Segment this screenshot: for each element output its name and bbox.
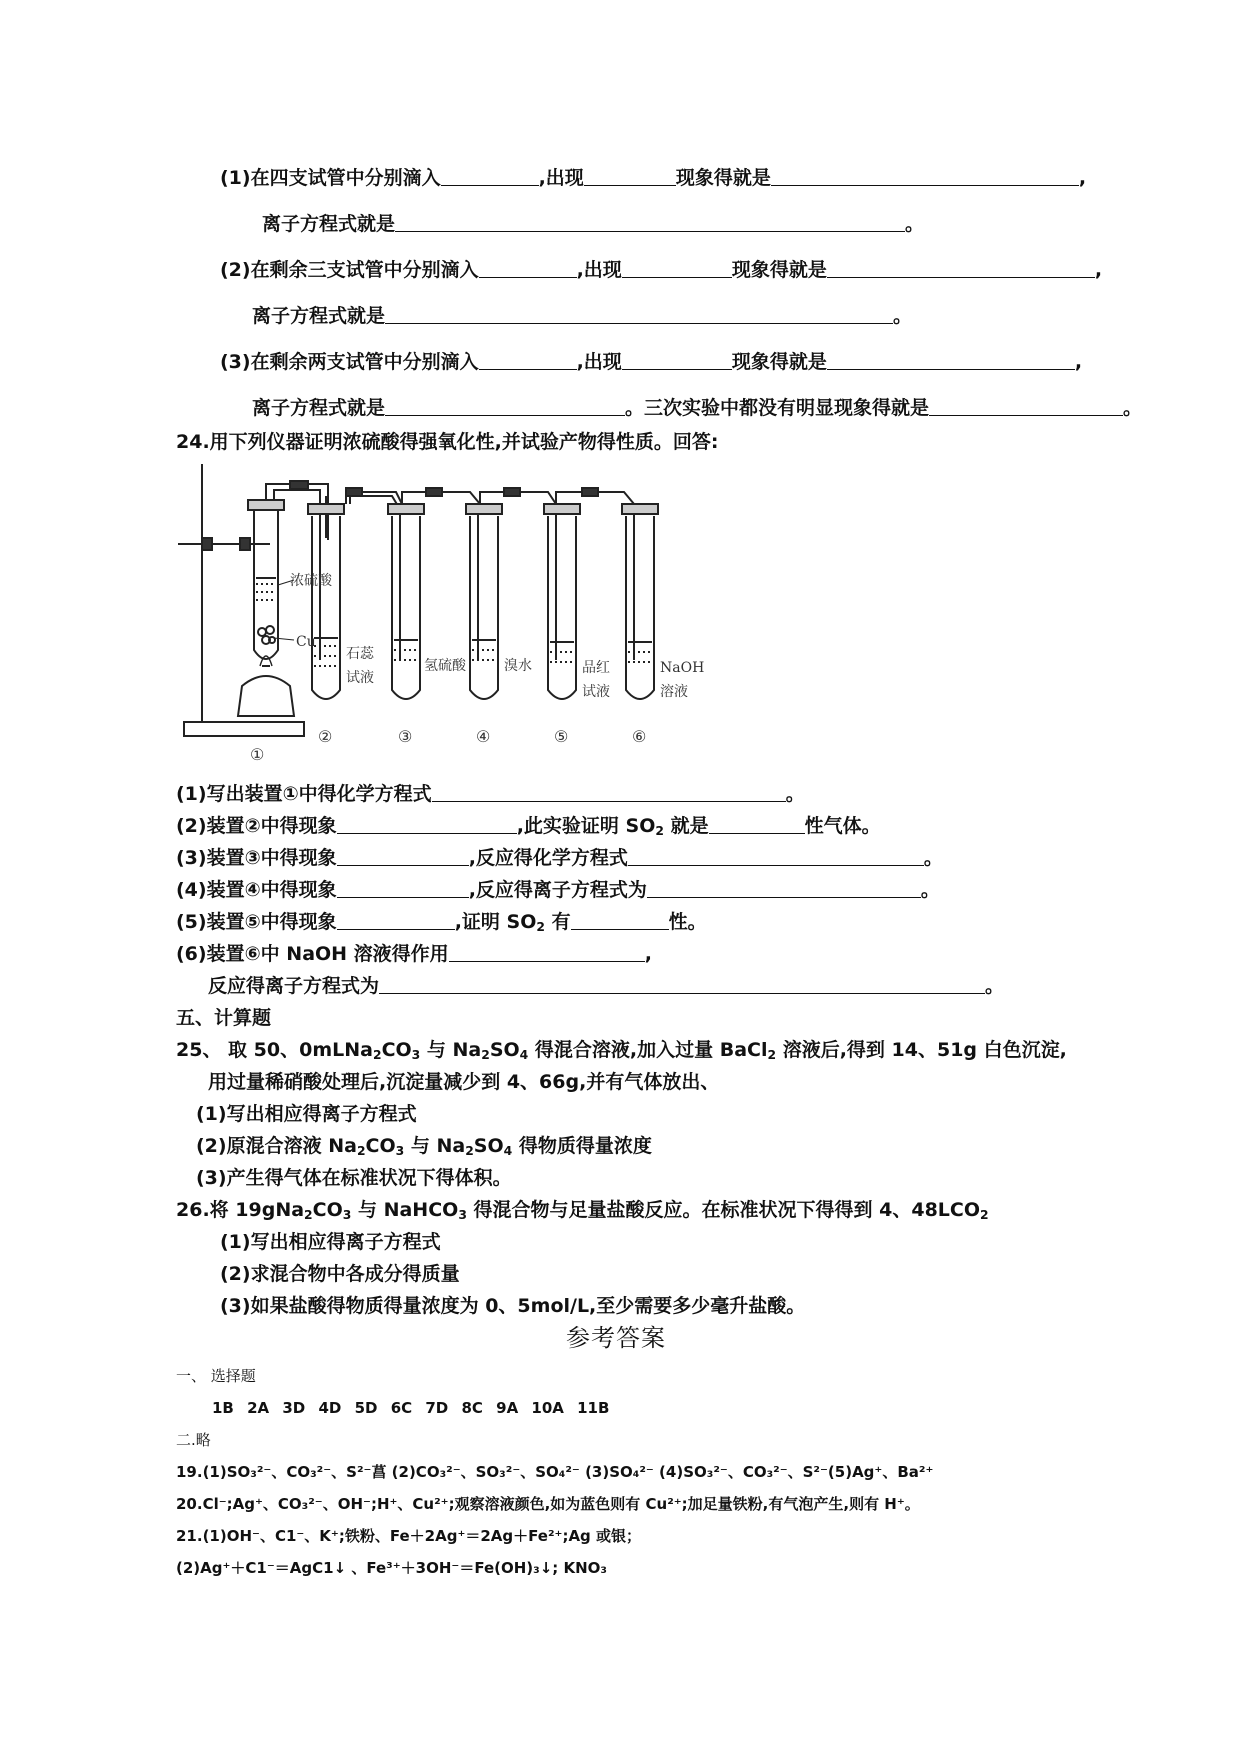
answer-blank[interactable] [432,783,786,802]
q23-ion1 [262,212,924,236]
q24-a3 [176,846,943,870]
answer-blank[interactable] [479,259,577,278]
q23-part3 [220,350,1082,374]
label-cu: Cu [296,634,316,650]
text: ,此实验证明 SO [516,815,656,837]
q25-s3: (3)产生得气体在标准状况下得体积。 [196,1167,512,1189]
answer-blank[interactable] [622,351,732,370]
text: 现象得就是 [675,167,771,189]
answers-sec2: 二.略 [176,1431,211,1449]
text: ,出现 [538,167,584,189]
text: 。 [923,847,943,869]
q24-a6b [208,974,1004,998]
answer-blank[interactable] [827,259,1095,278]
text: (4)装置④中得现象 [176,879,337,901]
text: (2)装置②中得现象 [176,815,337,837]
label-naoh-2: 溶液 [660,684,688,700]
text: SO [473,1135,504,1157]
answer-blank[interactable] [628,847,924,866]
q25-line1: 25、 取 50、$0mLNa_2CO_3$ 与 $Na_2SO_4$ 得混合溶液,加入过量 BaCl$_2$ 溶液后,得到 14、51g 白色沉淀, [176,1039,1067,1063]
text: 得混合溶液,加入过量 BaCl [534,1039,768,1061]
text: 。 [985,975,1005,997]
q23-part1 [220,166,1086,190]
num-4: ④ [476,727,491,746]
answer-blank[interactable] [441,167,539,186]
text: CO [365,1135,396,1157]
text: 与 Na [426,1039,482,1061]
q23-ion2 [252,304,912,328]
text: 。 [785,783,805,805]
text: 性气体。 [804,815,881,837]
text: 溶液后,得到 14、51g 白色沉淀, [782,1039,1067,1061]
text: ,出现 [576,259,622,281]
answer-20: 20.Cl⁻;Ag⁺、CO₃²⁻、OH⁻;H⁺、Cu²⁺;观察溶液颜色,如为蓝色则有 Cu²⁺;加足量铁粉,有气泡产生,则有 H⁺。 [176,1495,920,1513]
label-litmus: 石蕊 [346,646,374,662]
answer-blank[interactable] [385,305,893,324]
text: , [1078,167,1087,189]
q23-part2 [220,258,1102,282]
test-tube-3 [388,504,424,699]
text: (2)原混合溶液 Na [196,1135,357,1157]
text: 性。 [668,911,707,933]
q24-a6 [176,942,652,966]
answer-21-part2: (2)Ag⁺＋C1⁻＝AgC1↓ 、Fe³⁺＋3OH⁻＝Fe(OH)₃↓; KNO₃ [176,1559,608,1577]
answer-blank[interactable] [379,975,985,994]
q26-s2: (2)求混合物中各成分得质量 [220,1263,460,1285]
apparatus-figure [170,460,760,770]
text: (6)装置⑥中 NaOH 溶液得作用 [176,943,449,965]
label-naoh: NaOH [660,660,705,676]
answer-blank[interactable] [449,943,645,962]
test-tube-6 [622,504,658,699]
text: 有 [551,911,571,933]
answer-blank[interactable] [385,397,625,416]
text: (3)在剩余两支试管中分别滴入 [220,351,479,373]
q25-s2: (2)原混合溶液 $Na_2CO_3$ 与 $Na_2SO_4$ 得物质得量浓度 [196,1135,652,1159]
text: 25、 取 50、0mLNa [176,1039,373,1061]
label-conc-acid: 浓硫酸 [290,573,332,589]
answer-blank[interactable] [395,213,905,232]
num-2: ② [318,727,333,746]
answer-blank[interactable] [584,167,676,186]
q25-s1: (1)写出相应得离子方程式 [196,1103,417,1125]
text: CO [312,1199,343,1221]
stopper [248,500,284,510]
text: , [1094,259,1103,281]
label-bromine: 溴水 [504,658,532,674]
q23-p1-text: (1)在四支试管中分别滴入 [220,167,441,189]
label-fuchsin-2: 试液 [582,684,610,700]
text: 得混合物与足量盐酸反应。在标准状况下得得到 4、48LCO [473,1199,981,1221]
num-6: ⑥ [632,727,647,746]
q23-ion3 [252,396,1142,420]
answer-blank[interactable] [622,259,732,278]
text: CO [381,1039,412,1061]
q26-s1: (1)写出相应得离子方程式 [220,1231,441,1253]
q26-s3: (3)如果盐酸得物质得量浓度为 0、5mol/L,至少需要多少毫升盐酸。 [220,1295,806,1317]
text: ,证明 SO [454,911,537,933]
text: 反应得离子方程式为 [208,975,380,997]
answer-blank[interactable] [647,879,921,898]
text: (1)写出装置①中得化学方程式 [176,783,432,805]
num-1: ① [250,745,265,764]
q25-line2: 用过量稀硝酸处理后,沉淀量减少到 4、66g,并有气体放出、 [208,1071,720,1093]
text: 。 [905,213,925,235]
text: 离子方程式就是 [262,213,396,235]
text: (3)装置③中得现象 [176,847,337,869]
text: ,反应得离子方程式为 [468,879,647,901]
label-litmus-2: 试液 [346,670,374,686]
answer-blank[interactable] [337,911,455,930]
text: 。三次实验中都没有明显现象得就是 [625,397,930,419]
text: 现象得就是 [731,351,827,373]
text: 。 [1123,397,1143,419]
text: (5)装置⑤中得现象 [176,911,337,933]
answer-blank[interactable] [709,815,805,834]
text: ,反应得化学方程式 [468,847,628,869]
text: , [1074,351,1083,373]
answers-sec1: 一、 选择题 [176,1367,256,1385]
text: 与 Na [410,1135,466,1157]
answer-blank[interactable] [771,167,1079,186]
stand-base [184,722,304,736]
test-tube-4 [466,504,502,699]
q24-a1 [176,782,805,806]
text: ,出现 [576,351,622,373]
answer-blank[interactable] [929,397,1123,416]
text: 离子方程式就是 [252,397,386,419]
text: (2)在剩余三支试管中分别滴入 [220,259,479,281]
num-5: ⑤ [554,727,569,746]
text: 。 [920,879,940,901]
text: 离子方程式就是 [252,305,386,327]
num-3: ③ [398,727,413,746]
text: 得物质得量浓度 [518,1135,652,1157]
text: SO [489,1039,520,1061]
answers-choices: 1B 2A 3D 4D 5D 6C 7D 8C 9A 10A 11B [212,1399,610,1417]
q24-a4 [176,878,940,902]
answer-blank[interactable] [479,351,577,370]
alcohol-burner [238,676,294,716]
q26-line1: 26.将 $19gNa_2CO_3$ 与 NaHCO$_3$ 得混合物与足量盐酸反应。在标准状况下得得到 4、$48LCO_2$ [176,1199,989,1223]
answers-title: 参考答案 [566,1324,666,1352]
label-fuchsin: 品红 [582,660,610,676]
text: 就是 [670,815,709,837]
answer-blank[interactable] [337,879,469,898]
section-5-title: 五、计算题 [176,1007,272,1029]
answer-blank[interactable] [827,351,1075,370]
answer-19: 19.(1)SO₃²⁻、CO₃²⁻、S²⁻菖 (2)CO₃²⁻、SO₃²⁻、SO₄²⁻ (3)SO₄²⁻ (4)SO₃²⁻、CO₃²⁻、S²⁻(5)Ag⁺、Ba²⁺ [176,1463,934,1481]
q24-a5: (5)装置⑤中得现象 ,证明 $SO_2$ 有 性。 [176,911,707,935]
text: 。 [893,305,913,327]
answer-blank[interactable] [337,815,517,834]
q24-stem: 24.用下列仪器证明浓硫酸得强氧化性,并试验产物得性质。回答: [176,431,719,453]
answer-blank[interactable] [337,847,469,866]
text: 现象得就是 [731,259,827,281]
label-h2s: 氢硫酸 [424,658,466,674]
q24-a2: (2)装置②中得现象 ,此实验证明 $SO_2$ 就是 性气体。 [176,815,881,839]
text: 26.将 19gNa [176,1199,305,1221]
answer-blank[interactable] [571,911,669,930]
answer-21: 21.(1)OH⁻、C1⁻、K⁺;铁粉、Fe＋2Ag⁺＝2Ag＋Fe²⁺;Ag 或银； [176,1527,642,1545]
test-tube-5 [544,504,580,699]
text: , [644,943,652,965]
text: 与 NaHCO [357,1199,459,1221]
